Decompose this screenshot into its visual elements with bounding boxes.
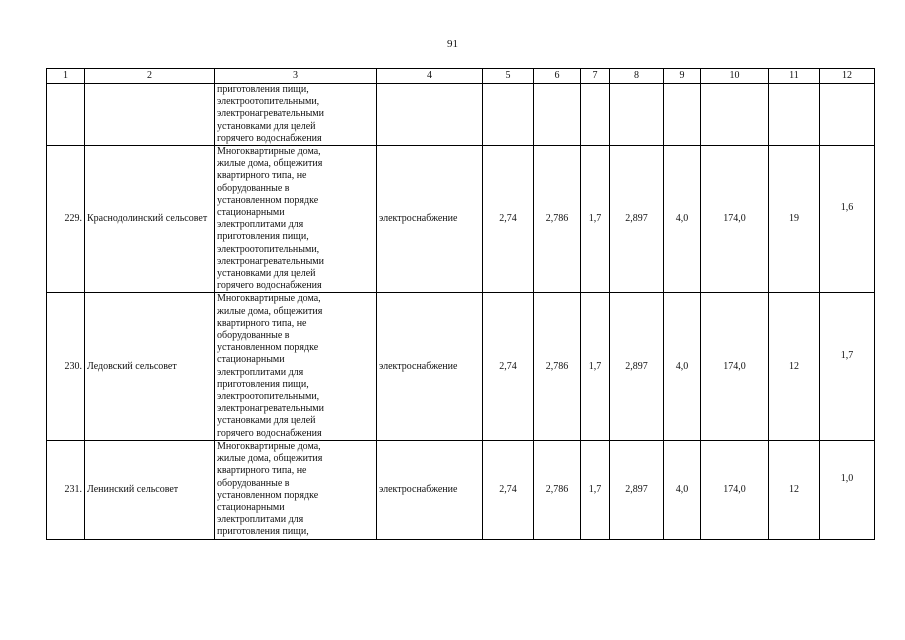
value-cell-v12 <box>820 293 875 440</box>
value-cell-v8: 2,897 <box>610 293 664 440</box>
row-number <box>47 84 85 146</box>
value-cell-v6: 2,786 <box>534 146 581 293</box>
column-header: 6 <box>534 69 581 84</box>
description-line: квартирного типа, не <box>217 170 307 182</box>
description-line: электронагревательными <box>217 108 324 120</box>
description-line: приготовления пищи, <box>217 84 309 95</box>
description-line: квартирного типа, не <box>217 317 307 329</box>
description-line: горячего водоснабжения <box>217 132 322 144</box>
value-cell-v8 <box>610 84 664 146</box>
value-cell-v10 <box>701 84 769 146</box>
description-line: электроплитами для <box>217 514 304 526</box>
description-line: горячего водоснабжения <box>217 427 322 439</box>
column-header: 3 <box>215 69 377 84</box>
value-cell-v7: 1,7 <box>581 293 610 440</box>
column-header: 2 <box>85 69 215 84</box>
column-header: 11 <box>769 69 820 84</box>
page-number: 91 <box>447 38 458 50</box>
description-line: квартирного типа, не <box>217 465 307 477</box>
description-line: жилые дома, общежития <box>217 158 323 170</box>
description-line: электроотопительными, <box>217 391 320 403</box>
description-line: установками для целей <box>217 268 316 280</box>
value-cell-v5: 2,74 <box>483 146 534 293</box>
description-line: электроотопительными, <box>217 243 320 255</box>
value-cell-v8: 2,897 <box>610 146 664 293</box>
value-cell-v11: 12 <box>769 293 820 440</box>
value-cell-v9 <box>664 84 701 146</box>
service-type: электроснабжение <box>377 146 483 293</box>
description-line: жилые дома, общежития <box>217 453 323 465</box>
value-cell-v5: 2,74 <box>483 293 534 440</box>
table-row <box>47 146 875 293</box>
value-cell-v10: 174,0 <box>701 440 769 539</box>
column-header: 9 <box>664 69 701 84</box>
description-line: приготовления пищи, <box>217 526 309 538</box>
row-number: 230. <box>47 293 85 440</box>
header-row <box>47 69 875 84</box>
description-line: приготовления пищи, <box>217 378 309 390</box>
table-row <box>47 440 875 539</box>
description-line: горячего водоснабжения <box>217 280 322 292</box>
table-row <box>47 293 875 440</box>
value-cell-v7: 1,7 <box>581 146 610 293</box>
description-line: оборудованные в <box>217 182 290 194</box>
description-line: стационарными <box>217 207 285 219</box>
description-line: оборудованные в <box>217 477 290 489</box>
value-cell-v12 <box>820 440 875 539</box>
value-v12: 1,7 <box>840 349 854 361</box>
description-line: стационарными <box>217 354 285 366</box>
column-header: 1 <box>47 69 85 84</box>
description-line: электроплитами для <box>217 366 304 378</box>
column-header: 10 <box>701 69 769 84</box>
description-line: установками для целей <box>217 120 316 132</box>
description-line: электронагревательными <box>217 403 324 415</box>
value-cell-v7 <box>581 84 610 146</box>
description-line: установленном порядке <box>217 342 319 354</box>
column-header: 12 <box>820 69 875 84</box>
settlement-name: Ледовский сельсовет <box>85 293 215 440</box>
service-type <box>377 84 483 146</box>
settlement-name <box>85 84 215 146</box>
description-line: электроотопительными, <box>217 96 320 108</box>
value-cell-v5: 2,74 <box>483 440 534 539</box>
column-header: 4 <box>377 69 483 84</box>
value-v12: 1,0 <box>840 472 854 484</box>
table-row <box>47 84 875 146</box>
description-line: установками для целей <box>217 415 316 427</box>
column-header: 7 <box>581 69 610 84</box>
settlement-name: Ленинский сельсовет <box>85 440 215 539</box>
value-cell-v6: 2,786 <box>534 293 581 440</box>
description-line: приготовления пищи, <box>217 231 309 243</box>
description-line: установленном порядке <box>217 489 319 501</box>
value-cell-v12 <box>820 146 875 293</box>
service-type: электроснабжение <box>377 440 483 539</box>
value-cell-v10: 174,0 <box>701 146 769 293</box>
settlement-name: Краснодолинский сельсовет <box>85 146 215 293</box>
value-cell-v8: 2,897 <box>610 440 664 539</box>
description-line: электроплитами для <box>217 219 304 231</box>
row-number: 229. <box>47 146 85 293</box>
row-number: 231. <box>47 440 85 539</box>
housing-description <box>215 84 377 146</box>
column-header: 5 <box>483 69 534 84</box>
description-line: стационарными <box>217 501 285 513</box>
housing-description <box>215 293 377 440</box>
description-line: электронагревательными <box>217 255 324 267</box>
value-cell-v7: 1,7 <box>581 440 610 539</box>
tariff-table <box>46 68 875 540</box>
value-cell-v6 <box>534 84 581 146</box>
value-cell-v11 <box>769 84 820 146</box>
value-cell-v11: 19 <box>769 146 820 293</box>
description-line: оборудованные в <box>217 330 290 342</box>
value-v12: 1,6 <box>840 202 854 214</box>
housing-description <box>215 440 377 539</box>
value-cell-v9: 4,0 <box>664 293 701 440</box>
description-line: жилые дома, общежития <box>217 305 323 317</box>
description-line: Многоквартирные дома, <box>217 440 321 452</box>
description-line: установленном порядке <box>217 194 319 206</box>
column-header: 8 <box>610 69 664 84</box>
description-line: Многоквартирные дома, <box>217 146 321 158</box>
housing-description <box>215 146 377 293</box>
value-cell-v11: 12 <box>769 440 820 539</box>
value-cell-v6: 2,786 <box>534 440 581 539</box>
description-line: Многоквартирные дома, <box>217 293 321 305</box>
value-cell-v5 <box>483 84 534 146</box>
value-cell-v9: 4,0 <box>664 440 701 539</box>
value-cell-v9: 4,0 <box>664 146 701 293</box>
value-cell-v12 <box>820 84 875 146</box>
service-type: электроснабжение <box>377 293 483 440</box>
value-cell-v10: 174,0 <box>701 293 769 440</box>
